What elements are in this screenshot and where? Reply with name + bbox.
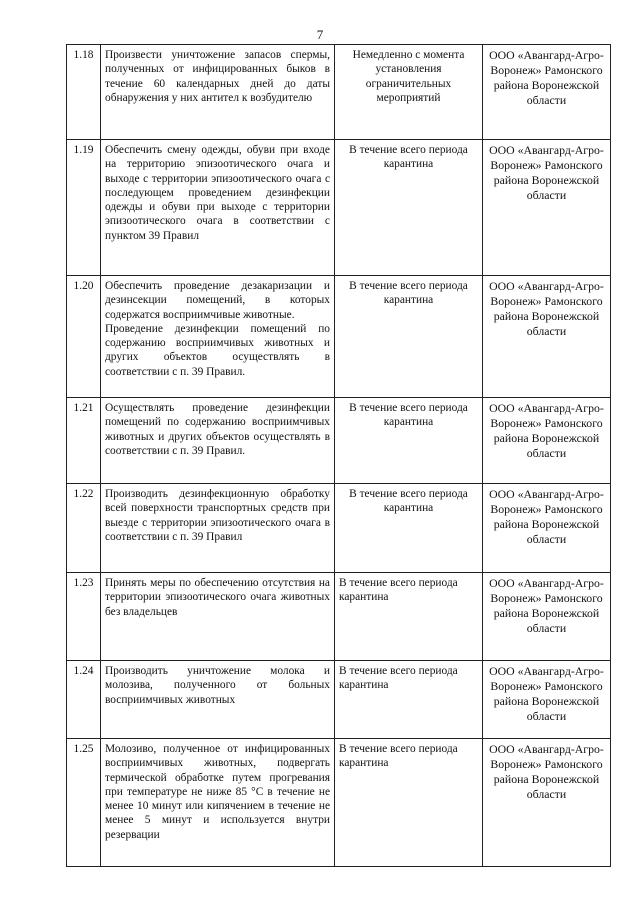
action-text: Проведение дезинфекции помещений по содержанию восприимчивых животных и других объектов осуществлять в соответствии с п. 39 Правил. — [105, 322, 330, 378]
term-cell: В течение всего периода карантина — [335, 573, 483, 661]
action-text: Производить дезинфекционную обработку всей поверхности транспортных средств при выезде с территории эпизоотического очага в соответствии с п. 39 Правил — [105, 488, 330, 543]
responsible-cell: ООО «Авангард-Агро-Воронеж» Рамонского района Воронежской области — [483, 140, 611, 276]
row-number: 1.25 — [67, 739, 101, 867]
term-cell: В течение всего периода карантина — [335, 661, 483, 739]
action-cell — [101, 484, 335, 573]
row-number: 1.20 — [67, 276, 101, 398]
table-row — [67, 484, 611, 573]
page-number: 7 — [316, 27, 324, 42]
action-text: Производить уничтожение молока и молозива, полученного от больных восприимчивых животных — [105, 665, 330, 706]
responsible-cell: ООО «Авангард-Агро-Воронеж» Рамонского района Воронежской области — [483, 398, 611, 484]
action-text: Произвести уничтожение запасов спермы, полученных от инфицированных быков в течение 60 календарных дней до даты обнаружения у них антител к возбудителю — [105, 49, 330, 104]
term-cell: В течение всего периода карантина — [335, 398, 483, 484]
action-cell — [101, 276, 335, 398]
responsible-cell: ООО «Авангард-Агро-Воронеж» Рамонского района Воронежской области — [483, 484, 611, 573]
table-row — [67, 739, 611, 867]
row-number: 1.19 — [67, 140, 101, 276]
action-cell — [101, 661, 335, 739]
responsible-cell: ООО «Авангард-Агро-Воронеж» Рамонского района Воронежской области — [483, 739, 611, 867]
action-text: Обеспечить смену одежды, обуви при входе на территорию эпизоотического очага и выходе с территории эпизоотического очага с последующем проведением дезинфекции одежды и обуви при выходе с территории эпизоотического очага в соответствии с пунктом 39 Правил — [105, 144, 330, 242]
row-number: 1.18 — [67, 45, 101, 140]
table-row — [67, 398, 611, 484]
table-row — [67, 661, 611, 739]
responsible-cell: ООО «Авангард-Агро-Воронеж» Рамонского района Воронежской области — [483, 276, 611, 398]
row-number: 1.22 — [67, 484, 101, 573]
action-cell — [101, 45, 335, 140]
responsible-cell: ООО «Авангард-Агро-Воронеж» Рамонского района Воронежской области — [483, 573, 611, 661]
row-number: 1.21 — [67, 398, 101, 484]
action-text: Обеспечить проведение дезакаризации и дезинсекции помещений, в которых содержатся восприимчивые животные. — [105, 280, 330, 321]
table-row — [67, 573, 611, 661]
action-cell — [101, 140, 335, 276]
term-cell: В течение всего периода карантина — [335, 276, 483, 398]
action-text: Молозиво, полученное от инфицированных восприимчивых животных, подвергать термической обработке путем прогревания при температуре не ниже 85 °С в течение не менее 10 минут или кипячением в течение не менее 5 минут и используется внутри резервации — [105, 743, 330, 841]
action-text: Принять меры по обеспечению отсутствия на территории эпизоотического очага животных без владельцев — [105, 577, 330, 618]
term-cell: В течение всего периода карантина — [335, 739, 483, 867]
action-cell — [101, 739, 335, 867]
responsible-cell: ООО «Авангард-Агро-Воронеж» Рамонского района Воронежской области — [483, 45, 611, 140]
action-cell — [101, 398, 335, 484]
table-row — [67, 45, 611, 140]
measures-table — [66, 44, 611, 867]
row-number: 1.23 — [67, 573, 101, 661]
term-cell: В течение всего периода карантина — [335, 484, 483, 573]
table-row — [67, 140, 611, 276]
term-cell: Немедленно с момента установления ограничительных мероприятий — [335, 45, 483, 140]
row-number: 1.24 — [67, 661, 101, 739]
table-row — [67, 276, 611, 398]
action-text: Осуществлять проведение дезинфекции помещений по содержанию восприимчивых животных и других объектов осуществлять в соответствии с п. 39 Правил. — [105, 402, 330, 457]
term-cell: В течение всего периода карантина — [335, 140, 483, 276]
responsible-cell: ООО «Авангард-Агро-Воронеж» Рамонского района Воронежской области — [483, 661, 611, 739]
action-cell — [101, 573, 335, 661]
